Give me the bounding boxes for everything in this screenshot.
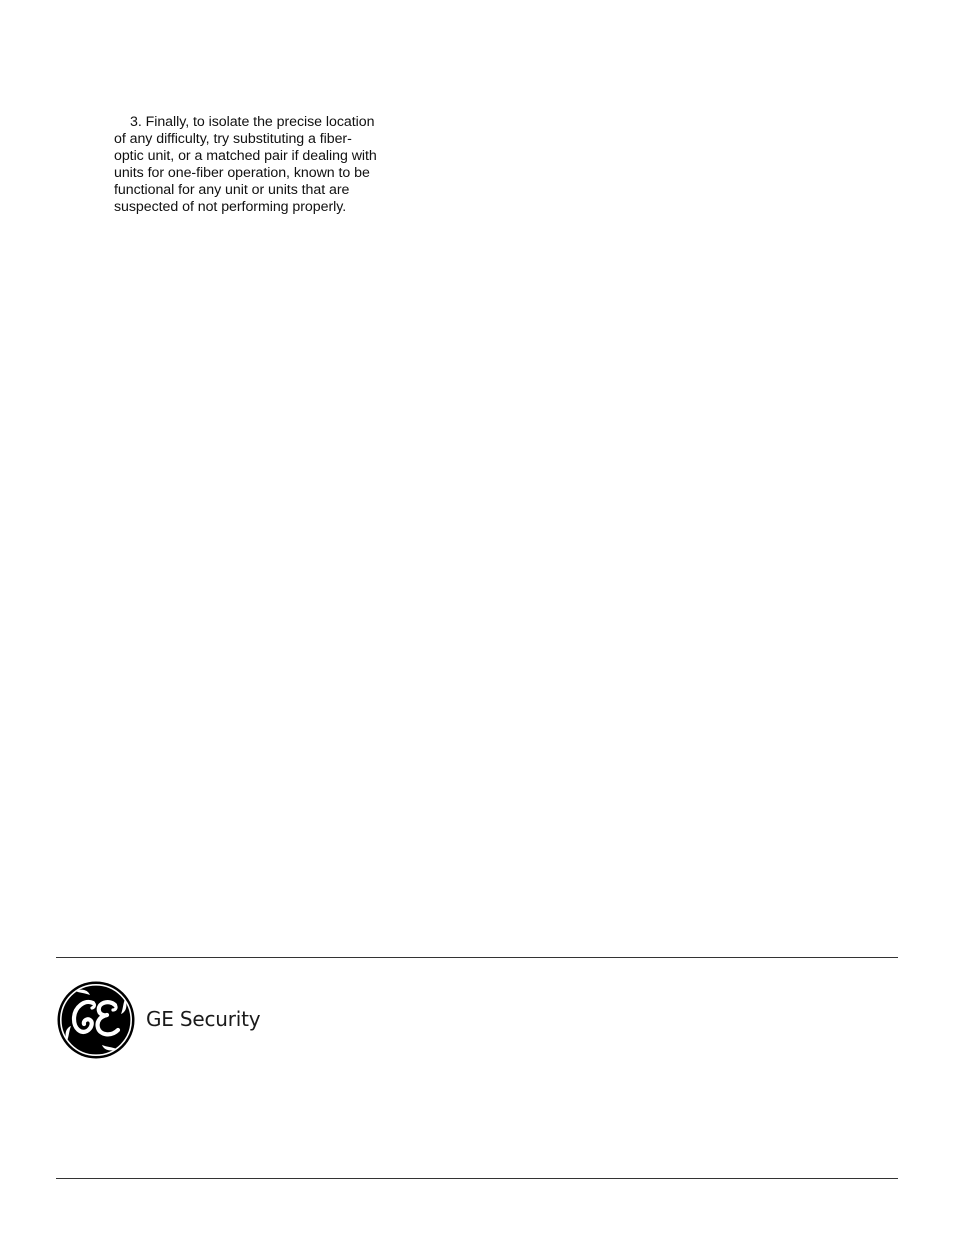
step-text-line: 3. Finally, to isolate the precise location (130, 114, 375, 130)
brand-name: GE Security (146, 1007, 261, 1031)
step-text-line: units for one-fiber operation, known to be (114, 165, 370, 182)
footer-bottom-divider (56, 1178, 898, 1179)
ge-monogram-logo-icon (57, 981, 135, 1059)
step-text-line: optic unit, or a matched pair if dealing with (114, 148, 377, 165)
footer-top-divider (56, 957, 898, 958)
step-text-line: functional for any unit or units that are (114, 182, 350, 199)
step-text-line: suspected of not performing properly. (114, 199, 347, 216)
troubleshooting-step-3 (114, 114, 414, 217)
step-text-line: of any difficulty, try substituting a fiber- (114, 131, 352, 148)
